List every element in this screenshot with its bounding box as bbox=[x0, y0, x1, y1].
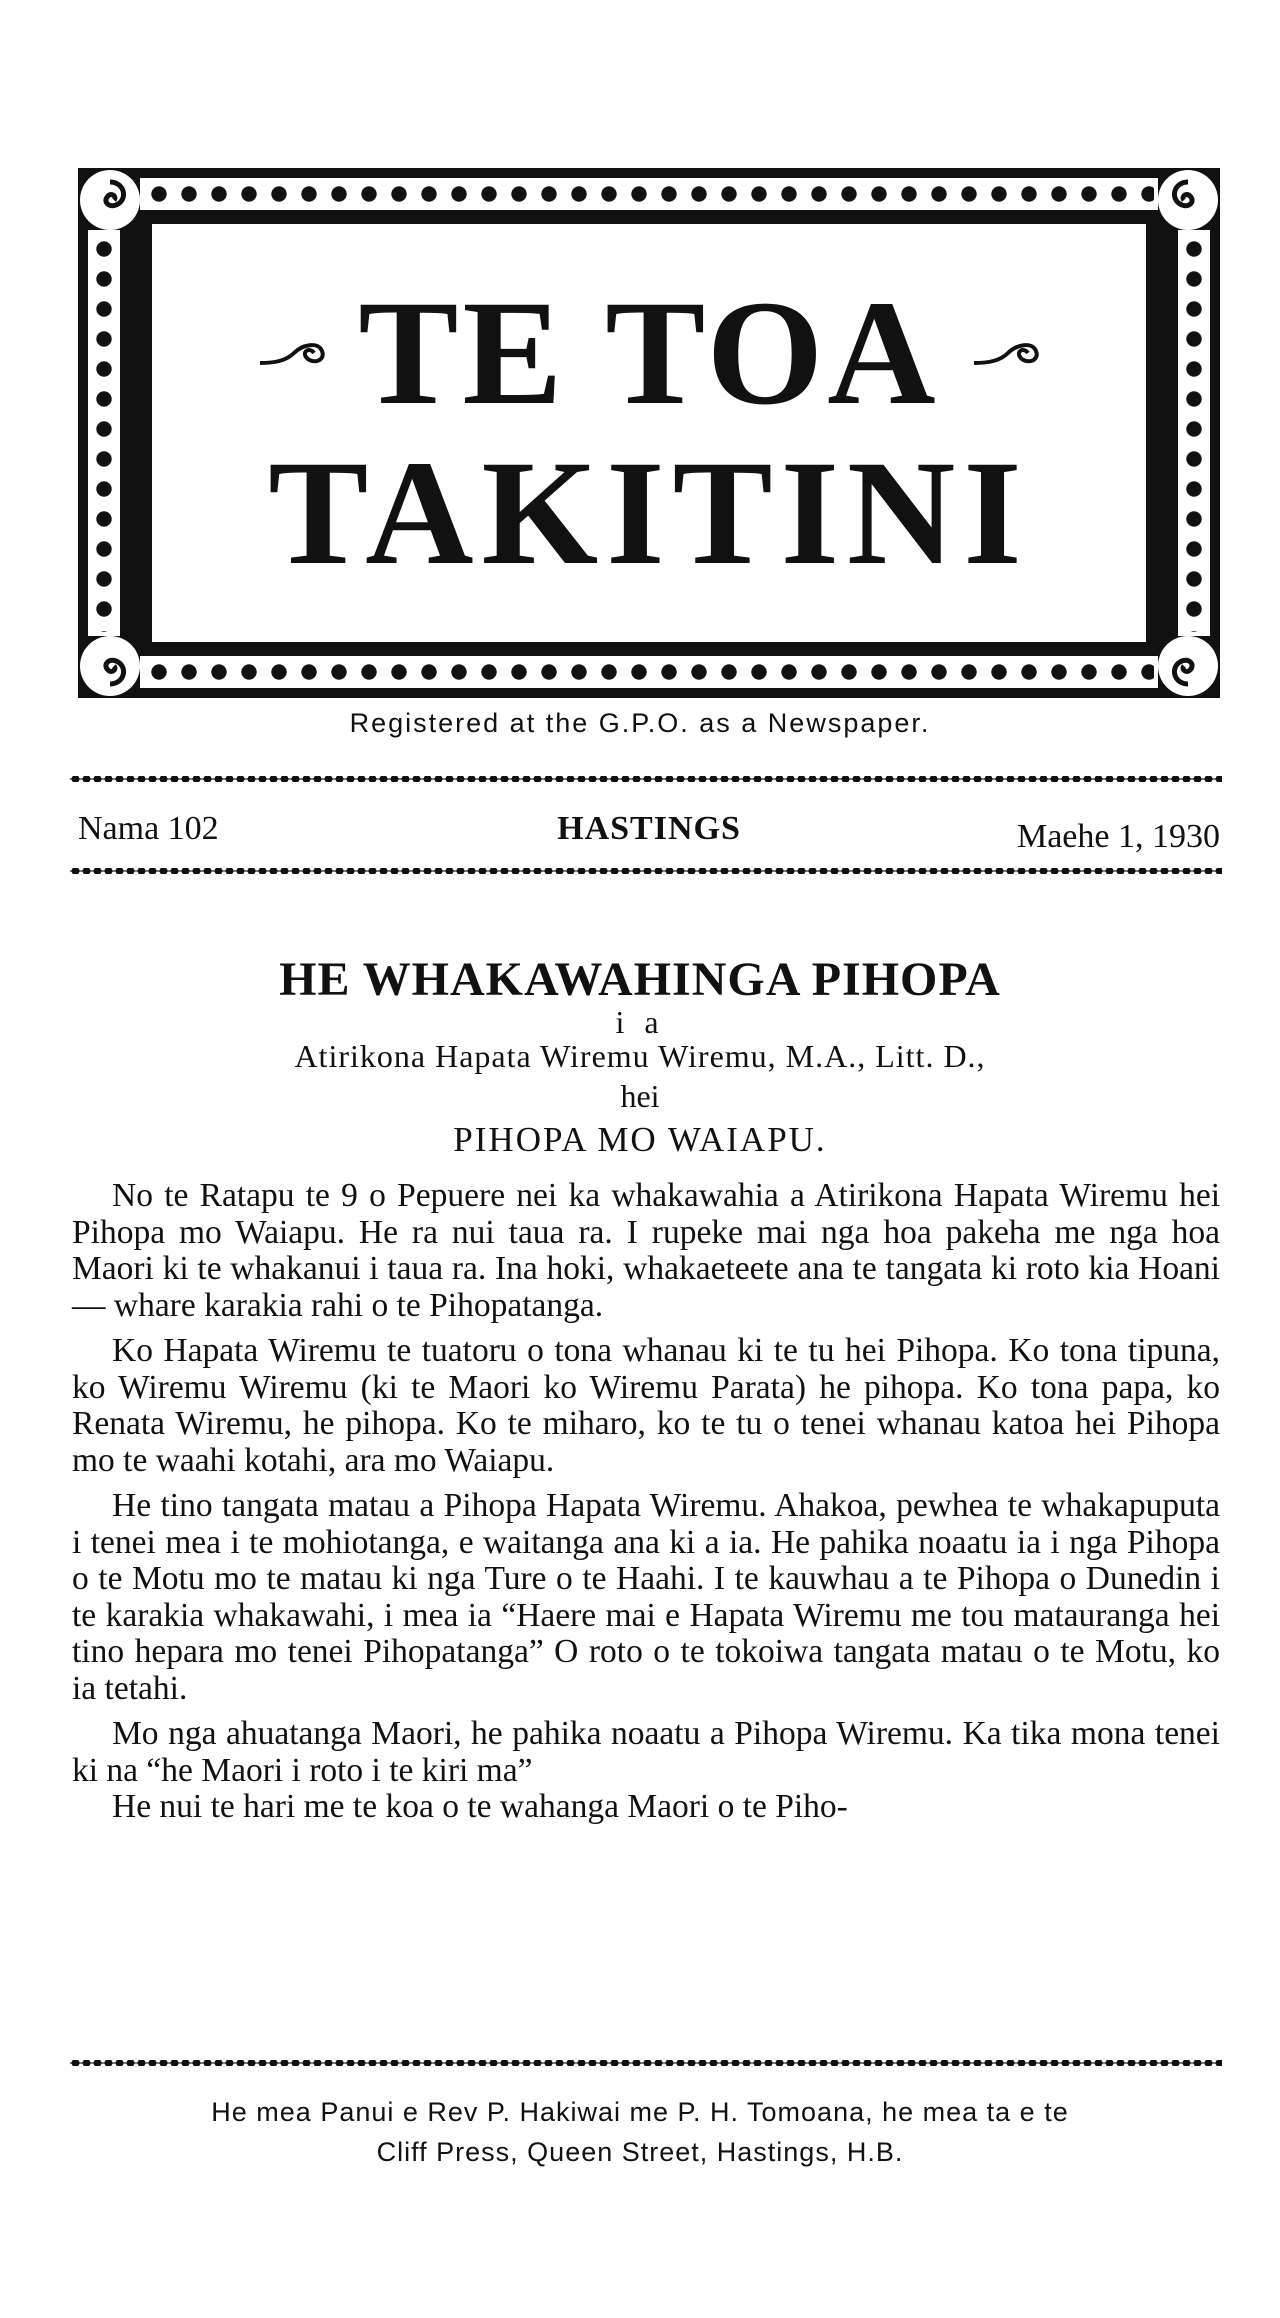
imprint-line-1: He mea Panui e Rev P. Hakiwai me P. H. Tomoana, he mea ta e te bbox=[211, 2097, 1069, 2127]
ornament-border-bottom bbox=[140, 656, 1158, 688]
dotted-rule bbox=[70, 776, 1222, 782]
article-role: PIHOPA MO WAIAPU. bbox=[453, 1120, 827, 1159]
article-headline: HE WHAKAWAHINGA PIHOPA bbox=[279, 953, 1001, 1006]
article-paragraph: No te Ratapu te 9 o Pepuere nei ka whakawahia a Atirikona Hapata Wiremu hei Pihopa mo Waiapu. He ra nui taua ra. I rupeke mai nga hoa pakeha me nga hoa Maori ki te whakanui i taua ra. Ina hoki, whakaeteete ana te tangata ki roto kia Hoani — whare karakia rahi o te Pihopatanga. bbox=[72, 1177, 1220, 1324]
masthead bbox=[78, 168, 1220, 698]
masthead-title-text: TAKITINI bbox=[268, 430, 1030, 596]
masthead-title-line-2 bbox=[268, 430, 1030, 596]
article-paragraph: He tino tangata matau a Pihopa Hapata Wiremu. Ahakoa, pewhea te whakapuputa i tenei mea i te mohiotanga, e waitanga ana ki a ia. He pahika noaatu ia i nga Pihopa o te Motu mo te matau ki nga Ture o te Haahi. I te kauwhau a te Pihopa o Dunedin i te karakia whakawahi, i mea ia “Haere mai e Hapata Wiremu me tou matauranga hei tino hepara mo tenei Pihopatanga” O roto o te tokoiwa tangata matau o te Motu, ko ia tetahi. bbox=[72, 1487, 1220, 1707]
article-subline-ia: i a bbox=[615, 1004, 665, 1040]
article-paragraph: Mo nga ahuatanga Maori, he pahika noaatu a Pihopa Wiremu. Ka tika mona tenei ki na “he Maori i roto i te kiri ma” bbox=[72, 1715, 1220, 1789]
article-paragraph: He nui te hari me te koa o te wahanga Maori o te Piho- bbox=[112, 1788, 848, 1825]
masthead-title-text: TE TOA bbox=[358, 270, 940, 436]
article-subline-hei: hei bbox=[620, 1078, 660, 1114]
corner-scroll-icon bbox=[80, 636, 140, 696]
issue-number: Nama 102 bbox=[78, 810, 219, 847]
dotted-rule bbox=[70, 868, 1222, 874]
corner-scroll-icon bbox=[80, 170, 140, 230]
masthead-title-line-1 bbox=[256, 270, 1041, 436]
swirl-ornament-icon bbox=[256, 333, 328, 373]
ornament-border-left bbox=[88, 230, 120, 636]
issue-date: Maehe 1, 1930 bbox=[1016, 818, 1220, 855]
title-box bbox=[148, 220, 1150, 646]
issue-place: HASTINGS bbox=[557, 810, 741, 847]
article-subject-name: Atirikona Hapata Wiremu Wiremu, M.A., Litt. D., bbox=[294, 1038, 986, 1074]
registration-notice: Registered at the G.P.O. as a Newspaper. bbox=[349, 708, 931, 738]
dotted-rule bbox=[70, 2060, 1222, 2066]
imprint-footer bbox=[0, 2092, 1280, 2172]
swirl-ornament-icon bbox=[970, 333, 1042, 373]
ornament-border-top bbox=[140, 178, 1158, 210]
article-body bbox=[72, 1178, 1220, 1835]
ornament-border-right bbox=[1178, 230, 1210, 636]
corner-scroll-icon bbox=[1158, 636, 1218, 696]
corner-scroll-icon bbox=[1158, 170, 1218, 230]
issue-line bbox=[78, 806, 1220, 855]
imprint-line-2: Cliff Press, Queen Street, Hastings, H.B. bbox=[376, 2137, 904, 2167]
article-paragraph: Ko Hapata Wiremu te tuatoru o tona whanau ki te tu hei Pihopa. Ko tona tipuna, ko Wiremu Wiremu (ki te Maori ko Wiremu Parata) he pihopa. Ko tona papa, ko Renata Wiremu, he pihopa. Ko te miharo, ko te tu o tenei whanau katoa hei Pihopa mo te waahi kotahi, ara mo Waiapu. bbox=[72, 1332, 1220, 1479]
